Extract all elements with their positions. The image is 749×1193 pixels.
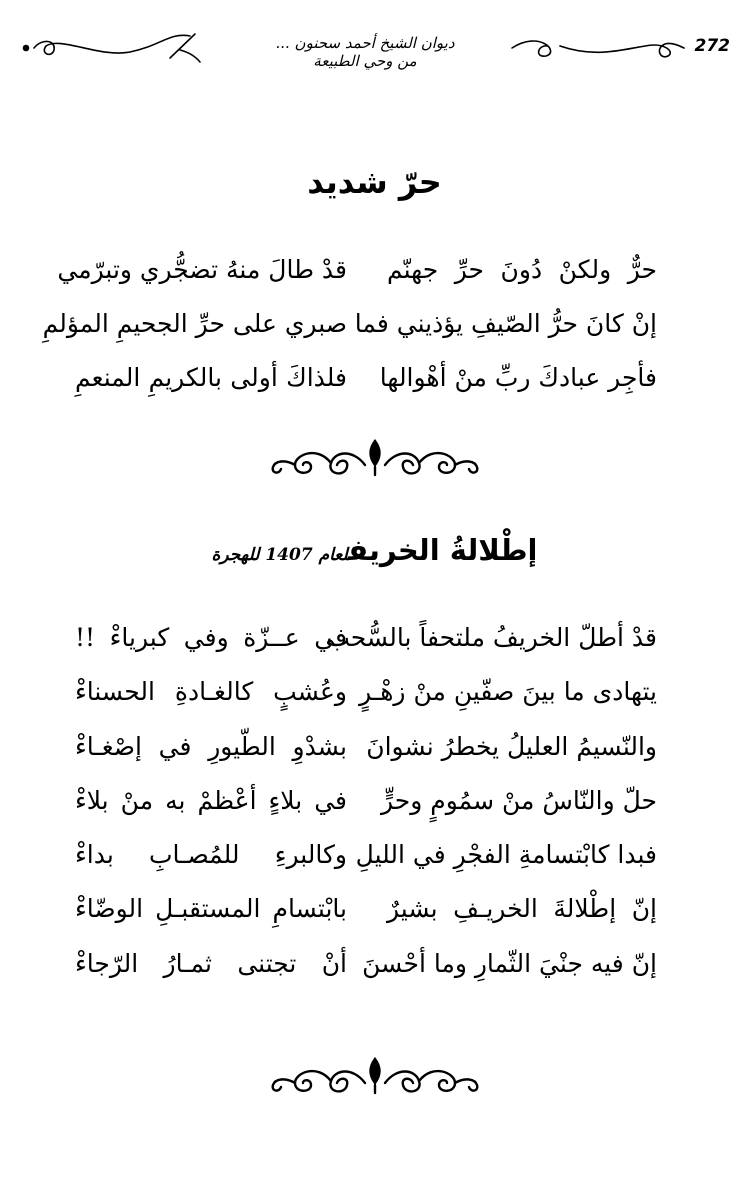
verse-first-hemistich: حرٌّ ولكنْ دُونَ حرِّ جهنّم bbox=[387, 255, 657, 284]
verse-second-hemistich: في عــزّة وفي كبرياءْ !! bbox=[75, 623, 347, 652]
poem-verses bbox=[0, 618, 749, 998]
verse-first-hemistich: حلّ والنّاسُ منْ سمُومٍ وحرٍّ bbox=[380, 785, 657, 815]
verse-line bbox=[0, 618, 749, 672]
verse-first-hemistich: قدْ أطلّ الخريفُ ملتحفاً بالسُّحب bbox=[326, 623, 657, 652]
verse-line bbox=[0, 250, 749, 304]
verse-line bbox=[0, 672, 749, 726]
section-divider-ornament bbox=[265, 435, 485, 479]
running-head-line1: ديوان الشيخ أحمد سحنون ... bbox=[275, 34, 455, 52]
verse-second-hemistich: صبري على حرِّ الجحيمِ المؤلمِ bbox=[42, 309, 347, 338]
verse-first-hemistich: إنّ إطْلالةَ الخريـفِ بشيرٌ bbox=[387, 894, 657, 924]
verse-line bbox=[0, 781, 749, 835]
page-header bbox=[20, 22, 730, 74]
verse-first-hemistich: فبدا كابْتسامةِ الفجْرِ في الليلِ bbox=[355, 840, 657, 870]
section-divider-ornament bbox=[265, 1053, 485, 1097]
verse-second-hemistich: وكالبرءِ للمُصـابِ بداءْ bbox=[75, 840, 347, 870]
verse-line bbox=[0, 358, 749, 412]
poem-title bbox=[0, 163, 749, 201]
verse-first-hemistich: إنْ كانَ حرُّ الصّيفِ يؤذيني فما bbox=[354, 309, 657, 338]
verse-line bbox=[0, 727, 749, 781]
verse-line bbox=[0, 889, 749, 943]
running-head-line2: من وحي الطبيعة bbox=[313, 52, 417, 70]
page-number: 272 bbox=[694, 36, 730, 56]
verse-second-hemistich: قدْ طالَ منهُ تضجُّري وتبرّمي bbox=[57, 255, 347, 284]
verse-first-hemistich: والنّسيمُ العليلُ يخطرُ نشوانَ bbox=[366, 731, 657, 761]
poem-title bbox=[0, 533, 749, 567]
verse-line bbox=[0, 944, 749, 998]
verse-second-hemistich: في بلاءٍ أعْظمْ به منْ بلاءْ bbox=[75, 785, 347, 815]
verse-second-hemistich: أنْ تجتنى ثمـارُ الرّجاءْ bbox=[75, 948, 347, 978]
verse-second-hemistich: وعُشبٍ كالغـادةِ الحسناءْ bbox=[75, 677, 347, 707]
poem-verses bbox=[0, 250, 749, 412]
verse-second-hemistich: بشدْوِ الطّيورِ في إصْغـاءْ bbox=[75, 731, 347, 761]
verse-first-hemistich: إنّ فيه جنْيَ الثّمارِ وما أحْسنَ bbox=[362, 948, 657, 978]
verse-second-hemistich: بابْتسامِ المستقبـلِ الوضّاءْ bbox=[75, 894, 347, 924]
poem-subtitle: لعام 1407 للهجرة bbox=[211, 545, 349, 565]
verse-line bbox=[0, 835, 749, 889]
running-head bbox=[200, 34, 530, 70]
verse-first-hemistich: فأجِر عبادكَ ربِّ منْ أهْوالها bbox=[379, 363, 657, 392]
poem-title-text: حرّ شديد bbox=[307, 163, 442, 201]
poem-title-text: إطْلالةُ الخريف bbox=[348, 533, 538, 567]
verse-line bbox=[0, 304, 749, 358]
verse-first-hemistich: يتهادى ما بينَ صفّينِ منْ زهْـرٍ bbox=[359, 677, 657, 707]
verse-second-hemistich: فلذاكَ أولى بالكريمِ المنعمِ bbox=[75, 363, 347, 392]
